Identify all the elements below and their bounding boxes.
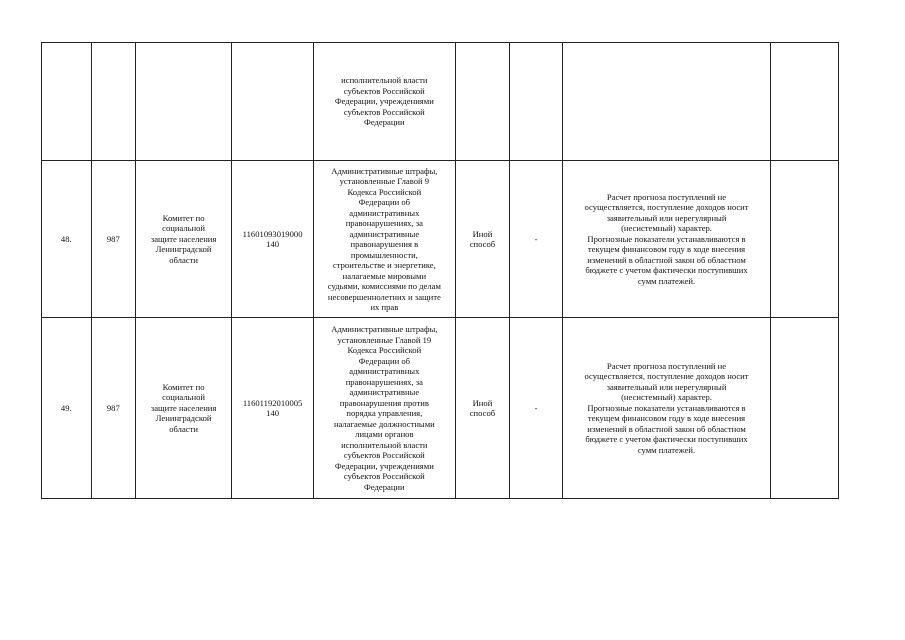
forecast-formula: - bbox=[534, 402, 538, 413]
formula-cell bbox=[510, 318, 563, 499]
admin-code-cell bbox=[91, 43, 136, 161]
extra-cell bbox=[771, 161, 839, 318]
table-row bbox=[42, 43, 839, 161]
kbk-code: 11601093019000 140 bbox=[242, 228, 303, 249]
method-description: Расчет прогноза поступлений не осуществляется, поступление доходов носит заявительный или нерегулярный (несистемный) характер. Прогнозные показатели устанавливаются в текущем финансовом году в ходе внесения изменений в областной закон об областном бюджете с учетом фактически поступивших сумм платежей. bbox=[584, 191, 749, 286]
kbk-code: 11601192010005 140 bbox=[242, 397, 303, 418]
forecast-method: Иной способ bbox=[469, 228, 496, 249]
revenue-name: Административные штрафы, установленные Главой 9 Кодекса Российской Федерации об административных правонарушениях, за административные правонарушения в промышленности, строительстве и энергетике, налагаемые мировыми судьями, комиссиями по делам несовершеннолетних и защите их прав bbox=[327, 165, 441, 312]
description-cell bbox=[562, 161, 770, 318]
admin-code-cell bbox=[91, 161, 136, 318]
method-cell bbox=[455, 43, 510, 161]
row-number: 49. bbox=[60, 402, 72, 413]
administrator-cell bbox=[136, 318, 232, 499]
kbk-cell bbox=[232, 43, 314, 161]
description-cell bbox=[562, 318, 770, 499]
method-cell bbox=[455, 161, 510, 318]
row-number-cell bbox=[42, 318, 92, 499]
revenue-name-cell bbox=[314, 161, 456, 318]
row-number-cell bbox=[42, 43, 92, 161]
administrator-name: Комитет по социальной защите населения Ленинградской области bbox=[150, 212, 217, 265]
formula-cell bbox=[510, 161, 563, 318]
formula-cell bbox=[510, 43, 563, 161]
table-row bbox=[42, 161, 839, 318]
table-row bbox=[42, 318, 839, 499]
extra-cell bbox=[771, 43, 839, 161]
row-number: 48. bbox=[60, 233, 72, 244]
row-number-cell bbox=[42, 161, 92, 318]
revenue-name: Административные штрафы, установленные Главой 19 Кодекса Российской Федерации об административных правонарушениях, за административные правонарушения против порядка управления, налагаемые должностными лицами органов исполнительной власти субъектов Российской Федерации, учреждениями субъектов Российской Федерации bbox=[331, 324, 438, 492]
revenue-forecast-table bbox=[41, 42, 839, 499]
admin-code: 987 bbox=[106, 402, 120, 413]
revenue-name-cell bbox=[314, 318, 456, 499]
forecast-formula: - bbox=[534, 233, 538, 244]
method-description: Расчет прогноза поступлений не осуществляется, поступление доходов носит заявительный или нерегулярный (несистемный) характер. Прогнозные показатели устанавливаются в текущем финансовом году в ходе внесения изменений в областной закон об областном бюджете с учетом фактически поступивших сумм платежей. bbox=[584, 360, 749, 455]
kbk-cell bbox=[232, 318, 314, 499]
administrator-cell bbox=[136, 43, 232, 161]
method-cell bbox=[455, 318, 510, 499]
administrator-cell bbox=[136, 161, 232, 318]
forecast-method: Иной способ bbox=[469, 397, 496, 418]
revenue-name: исполнительной власти субъектов Российской Федерации, учреждениями субъектов Российской Федерации bbox=[334, 75, 434, 128]
description-cell bbox=[562, 43, 770, 161]
admin-code: 987 bbox=[106, 233, 120, 244]
admin-code-cell bbox=[91, 318, 136, 499]
extra-cell bbox=[771, 318, 839, 499]
revenue-name-cell bbox=[314, 43, 456, 161]
kbk-cell bbox=[232, 161, 314, 318]
administrator-name: Комитет по социальной защите населения Ленинградской области bbox=[150, 381, 217, 434]
